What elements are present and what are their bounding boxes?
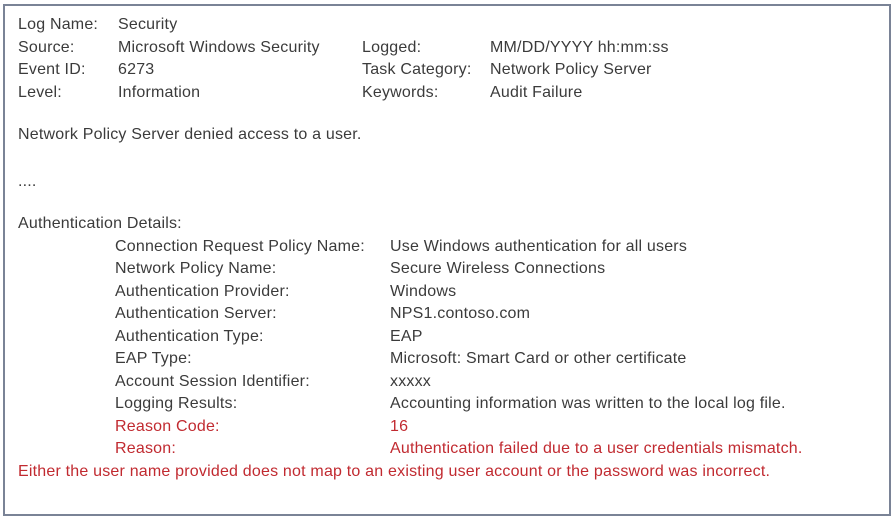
event-log-frame	[3, 4, 891, 516]
detail-value: Authentication failed due to a user credentials mismatch.	[390, 440, 803, 457]
detail-label: Connection Request Policy Name:	[115, 237, 365, 255]
detail-row-authentication-provider	[115, 281, 879, 304]
detail-value: Secure Wireless Connections	[390, 260, 606, 277]
detail-row-reason	[115, 438, 879, 461]
event-header	[18, 14, 879, 104]
field-label-event-id: Event ID:	[18, 61, 86, 78]
field-value-task-category: Network Policy Server	[490, 61, 652, 78]
detail-value: Windows	[390, 282, 457, 300]
event-description: Network Policy Server denied access to a user.	[18, 126, 362, 143]
detail-row-account-session-identifier	[115, 371, 879, 394]
detail-row-authentication-server	[115, 303, 879, 326]
detail-row-reason-code	[115, 416, 879, 439]
detail-label: Reason Code:	[115, 417, 220, 435]
detail-label: Authentication Provider:	[115, 282, 290, 300]
field-label-log-name: Log Name:	[18, 16, 99, 33]
detail-label: EAP Type:	[115, 350, 192, 367]
detail-value: EAP	[390, 327, 423, 345]
detail-value: 16	[390, 417, 409, 435]
detail-label: Network Policy Name:	[115, 260, 277, 277]
field-value-log-name: Security	[118, 16, 178, 33]
auth-details-table	[18, 236, 879, 461]
field-value-level: Information	[118, 83, 201, 101]
detail-label: Logging Results:	[115, 395, 238, 412]
detail-row-network-policy-name	[115, 258, 879, 281]
field-value-source: Microsoft Windows Security	[118, 38, 320, 56]
detail-row-logging-results	[115, 393, 879, 416]
field-label-empty	[362, 14, 490, 37]
detail-value: xxxxx	[390, 372, 431, 390]
detail-row-eap-type	[115, 348, 879, 371]
field-label-logged: Logged:	[362, 38, 422, 56]
header-row-level-keywords	[18, 82, 879, 105]
detail-value: Microsoft: Smart Card or other certificate	[390, 350, 687, 367]
message-ellipsis: ....	[18, 172, 37, 190]
header-row-eventid-taskcategory	[18, 59, 879, 82]
detail-row-connection-request-policy	[115, 236, 879, 259]
detail-label: Account Session Identifier:	[115, 372, 310, 390]
reason-detail-text: Either the user name provided does not map to an existing user account or the password was incorrect.	[18, 462, 771, 480]
field-value-logged: MM/DD/YYYY hh:mm:ss	[490, 38, 669, 56]
field-label-source: Source:	[18, 38, 75, 56]
field-value-empty	[490, 14, 879, 37]
detail-label: Authentication Type:	[115, 327, 264, 345]
detail-row-authentication-type	[115, 326, 879, 349]
field-label-level: Level:	[18, 83, 62, 101]
detail-label: Authentication Server:	[115, 305, 277, 322]
field-label-keywords: Keywords:	[362, 83, 439, 101]
detail-value: Accounting information was written to the local log file.	[390, 395, 786, 412]
field-label-task-category: Task Category:	[362, 61, 472, 78]
detail-value: NPS1.contoso.com	[390, 305, 531, 322]
field-value-event-id: 6273	[118, 61, 155, 78]
header-row-source-logged	[18, 37, 879, 60]
auth-details-title: Authentication Details:	[18, 215, 182, 232]
header-row-log-name	[18, 14, 879, 37]
detail-label: Reason:	[115, 440, 176, 457]
detail-value: Use Windows authentication for all users	[390, 237, 688, 255]
field-value-keywords: Audit Failure	[490, 83, 583, 101]
